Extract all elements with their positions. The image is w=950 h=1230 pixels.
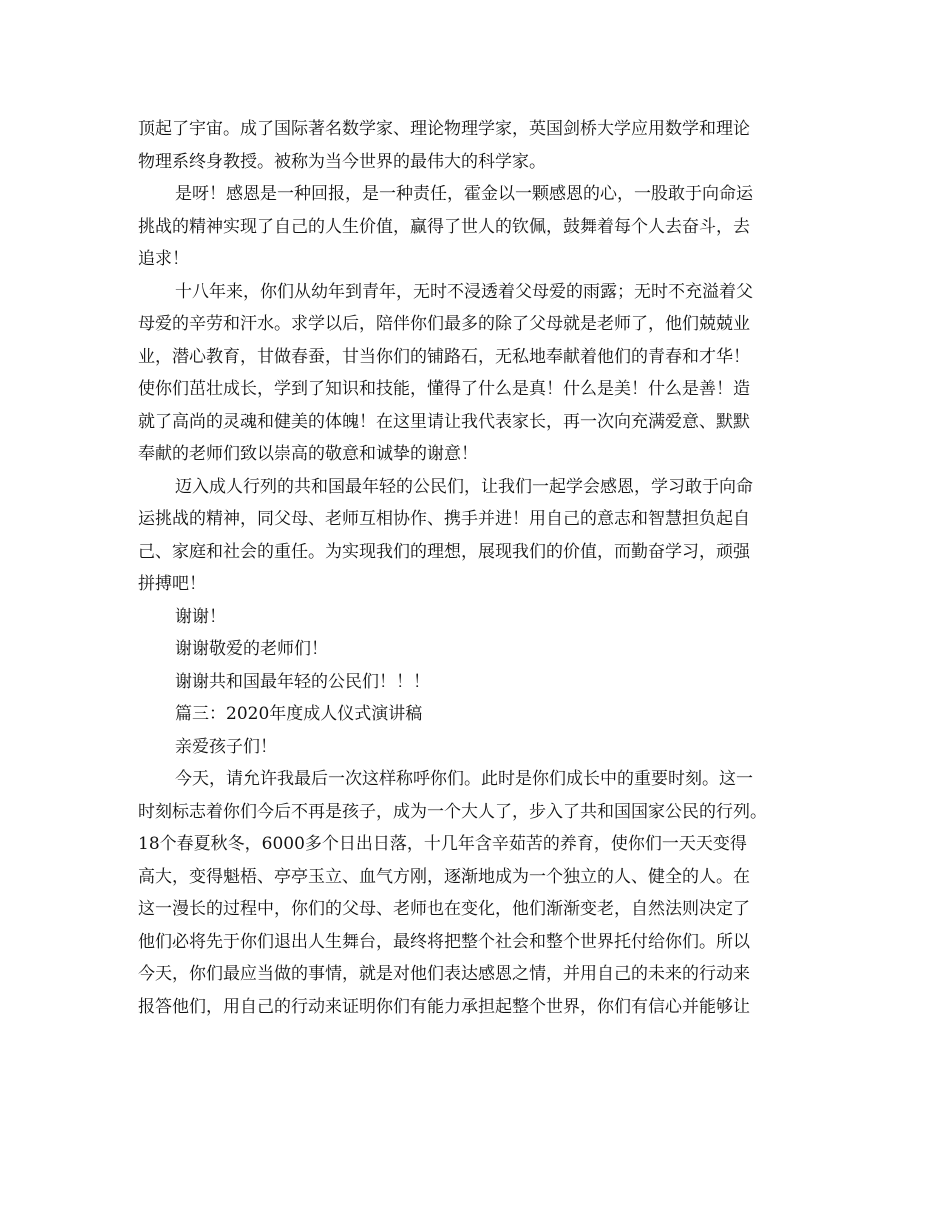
text-line: 他们必将先于你们退出人生舞台，最终将把整个社会和整个世界托付给你们。所以 [138, 931, 750, 952]
text-line: 业，潜心教育，甘做春蚕，甘当你们的铺路石，无私地奉献着他们的青春和才华！ [138, 346, 750, 367]
text-line: 追求！ [138, 249, 189, 269]
text-line: 拼搏吧！ [138, 574, 206, 594]
document-body [138, 113, 814, 1023]
text-line: 谢谢！ [175, 606, 226, 627]
text-line: 谢谢共和国最年轻的公民们！！！ [175, 671, 430, 692]
text-line: 篇三：2020年度成人仪式演讲稿 [175, 704, 423, 724]
text-line: 今天，你们最应当做的事情，就是对他们表达感恩之情，并用自己的未来的行动来 [138, 964, 750, 984]
document-page [138, 113, 814, 1023]
text-line: 十八年来，你们从幼年到青年，无时不浸透着父母爱的雨露；无时不充溢着父 [175, 281, 753, 302]
text-line: 高大，变得魁梧、亭亭玉立、血气方刚，逐渐地成为一个独立的人、健全的人。在 [138, 866, 750, 887]
text-line: 挑战的精神实现了自己的人生价值，赢得了世人的钦佩，鼓舞着每个人去奋斗，去 [138, 216, 750, 237]
text-line: 母爱的辛劳和汗水。求学以后，陪伴你们最多的除了父母就是老师了，他们兢兢业 [138, 314, 750, 334]
text-line: 报答他们，用自己的行动来证明你们有能力承担起整个世界，你们有信心并能够让 [138, 996, 750, 1017]
text-line: 18个春夏秋冬，6000多个日出日落，十几年含辛茹苦的养育，使你们一天天变得 [138, 834, 747, 854]
text-line: 己、家庭和社会的重任。为实现我们的理想，展现我们的价值，而勤奋学习，顽强 [138, 541, 750, 562]
text-line: 今天，请允许我最后一次这样称呼你们。此时是你们成长中的重要时刻。这一 [175, 769, 753, 789]
text-line: 谢谢敬爱的老师们！ [175, 639, 328, 659]
text-line: 这一漫长的过程中，你们的父母、老师也在变化，他们渐渐变老，自然法则决定了 [138, 899, 750, 919]
text-line: 是呀！感恩是一种回报，是一种责任，霍金以一颗感恩的心，一股敢于向命运 [175, 184, 753, 204]
text-line: 时刻标志着你们今后不再是孩子，成为一个大人了，步入了共和国国家公民的行列。 [138, 801, 767, 822]
text-line: 顶起了宇宙。成了国际著名数学家、理论物理学家，英国剑桥大学应用数学和理论 [138, 119, 750, 139]
text-line: 奉献的老师们致以崇高的敬意和诚挚的谢意！ [138, 444, 478, 464]
text-line: 使你们茁壮成长，学到了知识和技能，懂得了什么是真！什么是美！什么是善！造 [138, 379, 750, 399]
text-line: 就了高尚的灵魂和健美的体魄！在这里请让我代表家长，再一次向充满爱意、默默 [138, 411, 750, 432]
text-line: 物理系终身教授。被称为当今世界的最伟大的科学家。 [138, 151, 546, 172]
text-line: 亲爱孩子们！ [175, 736, 277, 757]
text-line: 迈入成人行列的共和国最年轻的公民们，让我们一起学会感恩，学习敢于向命 [175, 476, 753, 497]
text-line: 运挑战的精神，同父母、老师互相协作、携手并进！用自己的意志和智慧担负起自 [138, 509, 750, 529]
